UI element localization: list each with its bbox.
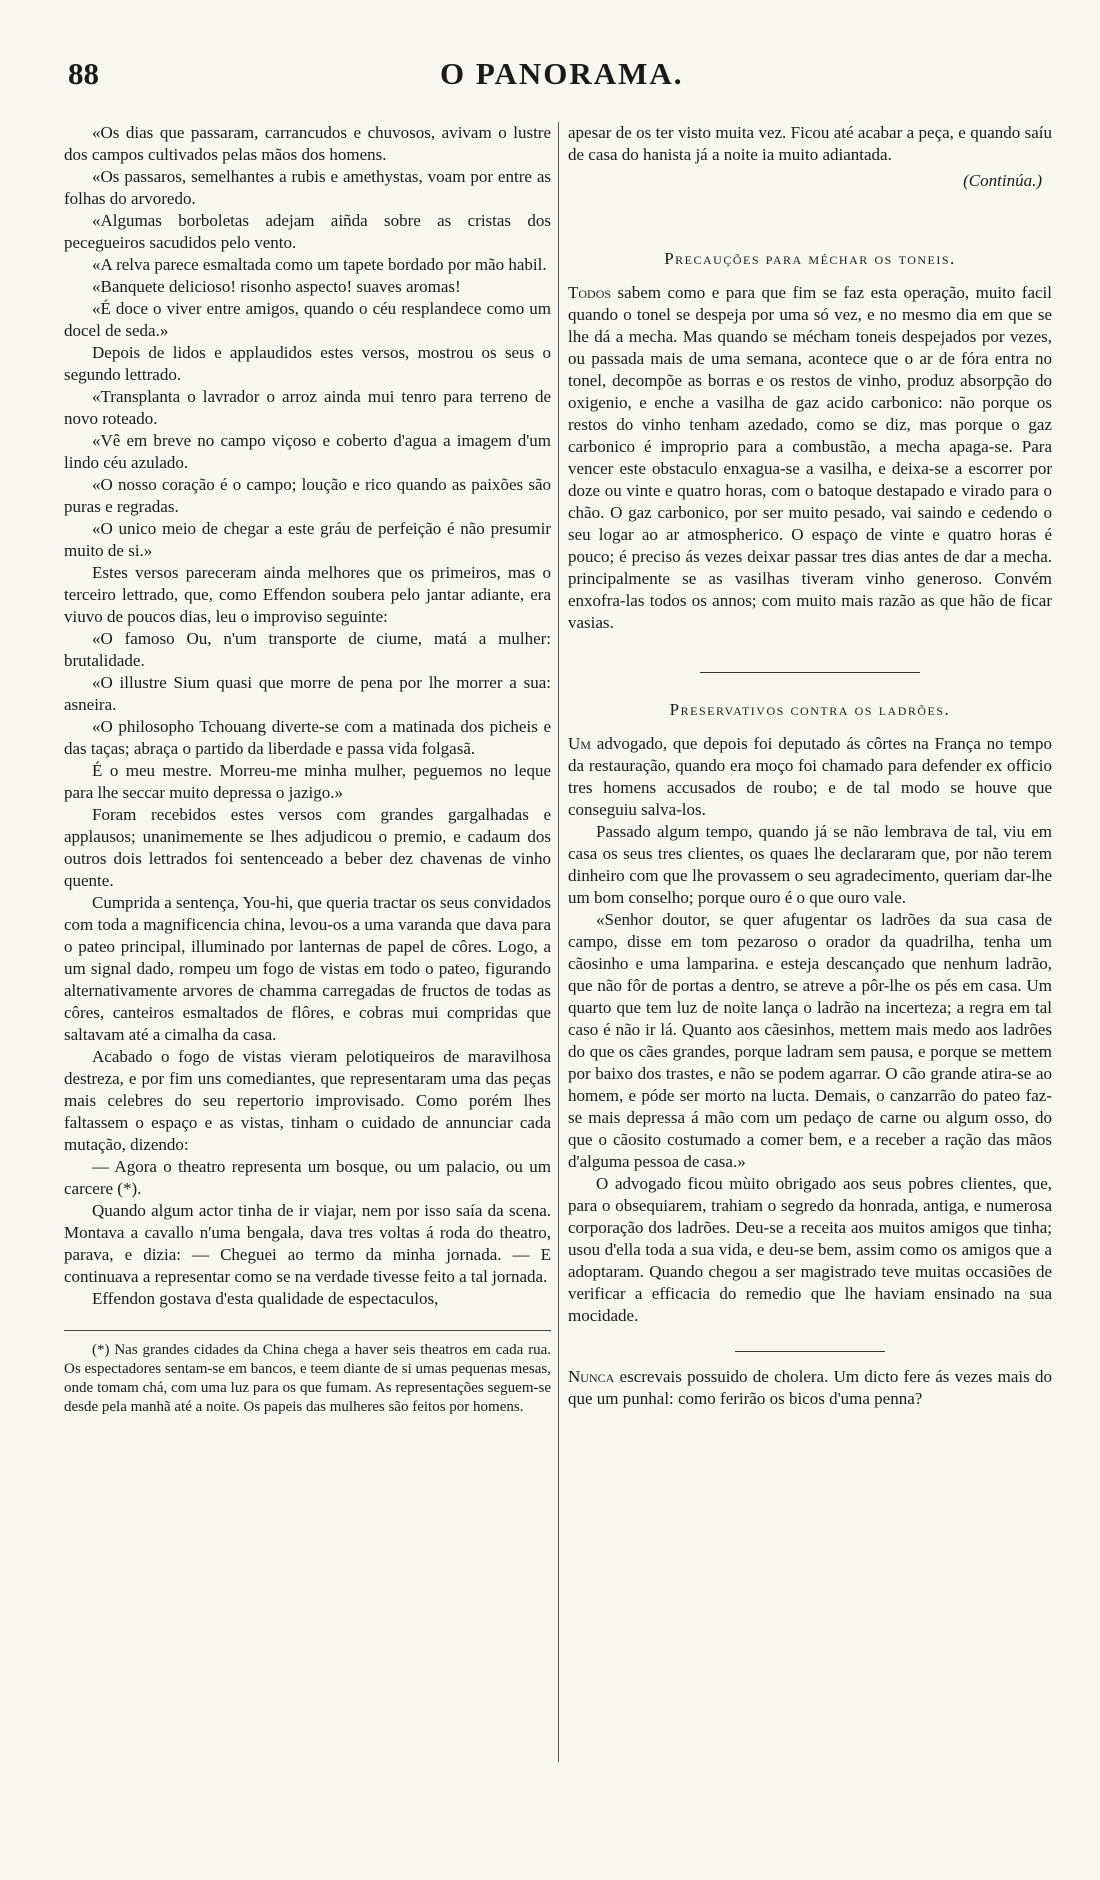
verse-line: «Vê em breve no campo viçoso e coberto d'agua a imagem d'um lindo céu azulado.	[64, 431, 551, 472]
lead-word: Um	[568, 734, 591, 753]
continua-note: (Continúa.)	[963, 171, 1042, 190]
body-paragraph: Estes versos pareceram ainda melhores que os primeiros, mas o terceiro lettrado, que, como Effendon soubera pelo jantar adiante, era viuvo de poucos dias, leu o improviso seguinte:	[64, 563, 551, 626]
verse-line: «Os passaros, semelhantes a rubis e amethystas, voam por entre as folhas do arvoredo.	[64, 167, 551, 208]
left-column	[64, 122, 551, 1417]
masthead-title: O PANORAMA.	[440, 56, 684, 91]
verse-line: «Os dias que passaram, carrancudos e chuvosos, avivam o lustre dos campos cultivados pelas mãos dos homens.	[64, 123, 551, 164]
verse-line: «Banquete delicioso! risonho aspecto! suaves aromas!	[92, 277, 461, 296]
lead-word: Nunca	[568, 1367, 615, 1386]
continued-paragraph: apesar de os ter visto muita vez. Ficou até acabar a peça, e quando saíu de casa do hanista já a noite ia muito adiantada.	[568, 123, 1052, 164]
paragraph-text: escrevais possuido de cholera. Um dicto fere ás vezes mais do que um punhal: como ferirão os bicos d'uma penna?	[568, 1367, 1052, 1408]
section-paragraph	[568, 282, 1052, 634]
page-number: 88	[68, 56, 99, 91]
section-divider	[700, 672, 920, 673]
lead-word: Todos	[568, 283, 612, 302]
section-title-precaucoes: Precauções para méchar os toneis.	[664, 249, 956, 268]
verse-line: «Transplanta o lavrador o arroz ainda mui tenro para terreno de novo roteado.	[64, 387, 551, 428]
body-paragraph: Depois de lidos e applaudidos estes versos, mostrou os seus o segundo lettrado.	[64, 343, 551, 384]
section-paragraph: Passado algum tempo, quando já se não lembrava de tal, viu em casa os seus tres clientes, os quaes lhe declararam que, por não terem dinheiro com que lhe provassem o seu agradecimento, queriam dar-lhe um bom conselho; porque ouro é o que ouro vale.	[568, 822, 1052, 907]
paragraph-text: advogado, que depois foi deputado ás côrtes na França no tempo da restauração, quando era moço foi chamado para defender ex officio tres homens accusados de roubo; e de tal modo se houve que conseguiu salva-los.	[568, 734, 1052, 819]
verse-line: «É doce o viver entre amigos, quando o céu resplandece como um docel de seda.»	[64, 299, 551, 340]
body-paragraph: Quando algum actor tinha de ir viajar, nem por isso saía da scena. Montava a cavallo n'uma bengala, dava tres voltas á roda do theatro, parava, e dizia: — Cheguei ao termo da minha jornada. — E continuava a representar como se na verdade tivesse feito a tal jornada.	[64, 1201, 551, 1286]
body-paragraph: Acabado o fogo de vistas vieram pelotiqueiros de maravilhosa destreza, e por fim uns comediantes, que representaram uma das peças mais celebres do seu repertorio improvisado. Como porém lhes faltassem o espaço e as vistas, tinham o cuidado de annunciar cada mutação, dizendo:	[64, 1047, 551, 1154]
verse-line: «O illustre Sium quasi que morre de pena por lhe morrer a sua: asneira.	[64, 673, 551, 714]
verse-line: «O philosopho Tchouang diverte-se com a matinada dos picheis e das taças; abraça o partido da liberdade e passa vida folgasã.	[64, 717, 551, 758]
page-header	[0, 0, 1100, 120]
section-paragraph: «Senhor doutor, se quer afugentar os ladrões da sua casa de campo, disse em tom pezaroso o orador da quadrilha, tenha um cãosinho e uma lamparina. e esteja descançado que nenhum ladrão, que não fôr de portas a dentro, se atreve a pôr-lhe os pés em casa. Um quarto que tem luz de noite lança o ladrão na incerteza; a regra em tal caso é não ir lá. Quanto aos cãesinhos, mettem mais medo aos ladrões do que os cães grandes, porque ladram sem pausa, e porque se mettem por baixo dos trastes, e não se podem agarrar. O cão grande atira-se ao homem, e póde ser morto na lucta. Demais, o canzarrão do pateo faz-se mais depressa á mão com um pedaço de carne ou algum osso, do que o cãosito costumado a comer bem, e a receber a ração das mãos d'alguma pessoa de casa.»	[568, 910, 1052, 1171]
right-column	[568, 122, 1052, 1410]
verse-line: «O unico meio de chegar a este gráu de perfeição é não presumir muito de si.»	[64, 519, 551, 560]
section-title-preservativos: Preservativos contra os ladrões.	[669, 700, 951, 719]
paragraph-text: sabem como e para que fim se faz esta operação, muito facil quando o tonel se despeja por uma só vez, e no mesmo dia em que se lhe dá a mecha. Mas quando se mécham toneis despejados por vezes, ou passada mais de uma semana, acontece que o ar de fóra entra no tonel, decompõe as borras e os restos de vinho, produz absorpção do oxigenio, e enche a vasilha de gaz acido carbonico: não porque os restos do vinho tenham azedado, como se diz, mas porque o gaz carbonico é improprio para a combustão, a mecha apaga-se. Para vencer este obstaculo enxagua-se a vasilha, e deixa-se a escorrer por doze ou vinte e quatro horas, com o batoque destapado e virado para o chão. O gaz carbonico, por ser muito pesado, vai saindo e cedendo o seu logar ao ar atmospherico. O espaço de vinte e quatro horas é pouco; é preciso ás vezes deixar passar tres dias antes de dar a mecha. principalmente se as vasilhas tiveram vinho generoso. Convém enxofra-las todos os annos; com muito mais razão as que hão de ficar vasias.	[568, 283, 1052, 632]
note-divider	[735, 1351, 885, 1352]
verse-line: «O nosso coração é o campo; loução e rico quando as paixões são puras e regradas.	[64, 475, 551, 516]
section-paragraph: O advogado ficou mùito obrigado aos seus pobres clientes, que, para o obsequiarem, trahiam o segredo da honrada, antiga, e numerosa corporação dos ladrões. Deu-se a receita aos muitos amigos que tinha; usou d'ella toda a sua vida, e deu-se bem, assim como os amigos que a adoptaram. Quando chegou a ser magistrado teve muitas occasiões de verificar a efficacia do remedio que lhe haviam ensinado na sua mocidade.	[568, 1174, 1052, 1325]
footnote-divider	[64, 1330, 551, 1331]
body-paragraph: Foram recebidos estes versos com grandes gargalhadas e applausos; unanimemente se lhes adjudicou o premio, e cadaum dos outros dois lettrados foi sentenceado a beber dez chavenas de vinho quente.	[64, 805, 551, 890]
verse-line: É o meu mestre. Morreu-me minha mulher, peguemos no leque para lhe seccar muito depressa o jazigo.»	[64, 761, 551, 802]
verse-line: «Algumas borboletas adejam aiñda sobre as cristas dos pecegueiros sacudidos pelo vento.	[64, 211, 551, 252]
body-paragraph: Effendon gostava d'esta qualidade de espectaculos,	[92, 1289, 439, 1308]
footnote: (*) Nas grandes cidades da China chega a haver seis theatros em cada rua. Os espectadores sentam-se em bancos, e teem diante de si umas pequenas mesas, onde tomam chá, com uma luz para os que fumam. As representações seguem-se desde pela manhã até a noite. Os papeis das mulheres são feitos por homens.	[64, 1342, 551, 1415]
body-paragraph: Cumprida a sentença, You-hi, que queria tractar os seus convidados com toda a magnificencia china, levou-os a uma varanda que dava para o pateo principal, illuminado por lanternas de papel de côres. Logo, a um signal dado, rompeu um fogo de vistas em todo o pateo, figurando alternativamente arvores de chamma carregadas de fructos de todas as côres, canteiros esmaltados de flôres, e cobras mui compridas que saltavam até a cimalha da casa.	[64, 893, 551, 1044]
column-divider	[558, 122, 559, 1762]
final-note	[568, 1366, 1052, 1410]
body-paragraph: — Agora o theatro representa um bosque, ou um palacio, ou um carcere (*).	[64, 1157, 551, 1198]
section-paragraph	[568, 733, 1052, 821]
verse-line: «A relva parece esmaltada como um tapete bordado por mão habil.	[92, 255, 547, 274]
verse-line: «O famoso Ou, n'um transporte de ciume, matá a mulher: brutalidade.	[64, 629, 551, 670]
